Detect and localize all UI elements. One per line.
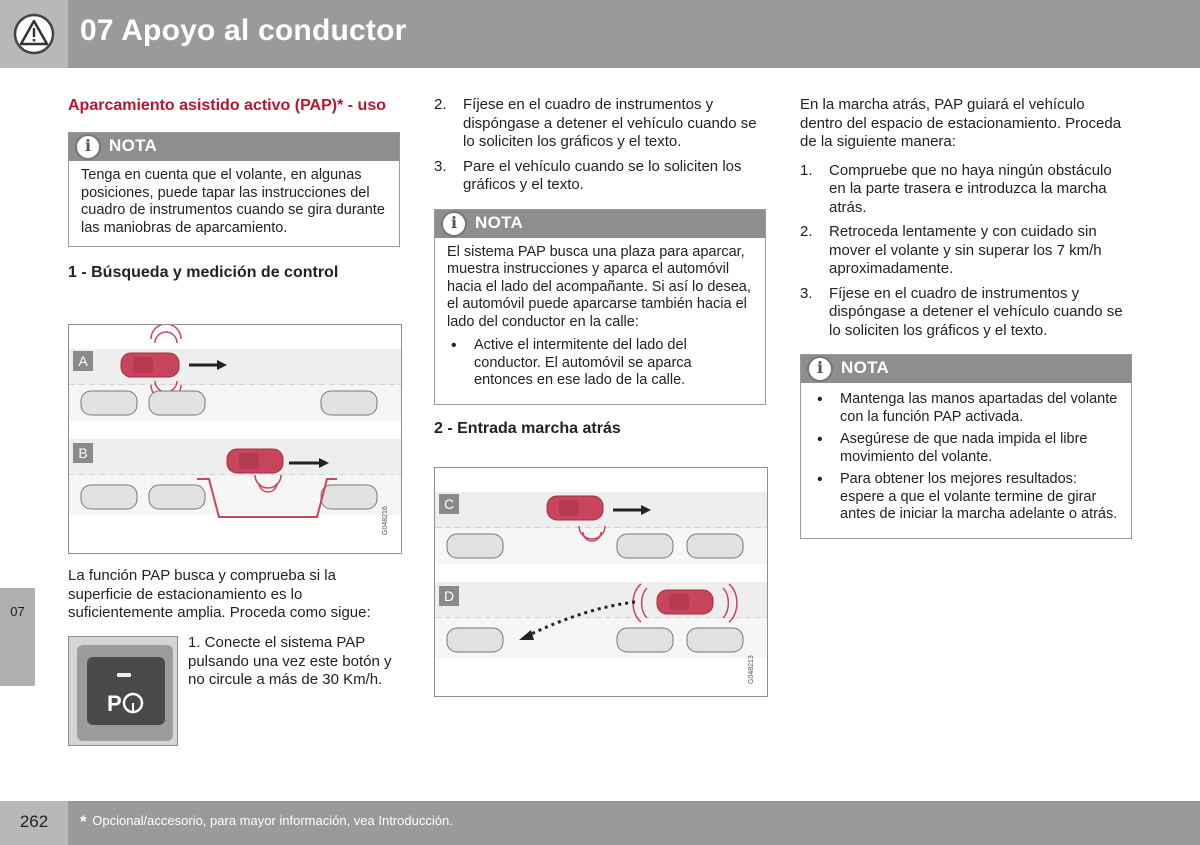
column-1-lower (68, 567, 393, 623)
pap-button-photo (68, 636, 178, 746)
info-icon (75, 134, 101, 160)
subheading-search: 1 - Búsqueda y medición de control (68, 264, 339, 281)
list-item: 3. Fíjese en el cuadro de instrumentos y dispóngase a detener el vehículo cuando se lo soliciten los gráficos y el texto. (800, 284, 1123, 339)
note-text: Tenga en cuenta que el volante, en algunas posiciones, puede tapar las instrucciones del cuadro de instrumentos cuando se gira durante las maniobras de aparcamiento. (81, 167, 385, 236)
chapter-tab-label: 07 (10, 604, 25, 619)
parking-search-illustration (69, 325, 401, 553)
footer-note (80, 812, 453, 832)
column-2 (434, 96, 766, 439)
page-title: 07 Apoyo al conductor (80, 14, 407, 47)
panel-a-label: A (78, 353, 88, 369)
note-bullets (447, 337, 754, 390)
panel-d-label: D (443, 588, 455, 604)
note-header (801, 355, 1131, 383)
figure-code: G048216 (382, 506, 389, 535)
list-item: • Asegúrese de que nada impida el libre movimiento del volante. (813, 431, 1120, 466)
column-1 (68, 96, 400, 283)
list-item: • Para obtener los mejores resultados: espere a que el volante termine de girar antes de iniciar la marcha adelante o atrás. (813, 471, 1120, 524)
note-label: NOTA (475, 212, 524, 232)
steps-list-3 (800, 162, 1132, 341)
list-item: • Active el intermitente del lado del conductor. El automóvil se aparca entonces en ese lado de la calle. (447, 337, 754, 390)
paragraph-reverse-intro: En la marcha atrás, PAP guiará el vehículo dentro del espacio de estacionamiento. Proceda de la siguiente manera: (800, 96, 1122, 150)
note-bullets (813, 391, 1120, 524)
page-number: 262 (19, 812, 49, 831)
header-corner (0, 0, 68, 68)
section-heading: Aparcamiento asistido activo (PAP)* - uso (68, 97, 386, 114)
note-box-3 (800, 354, 1132, 539)
figure-reverse-entry (434, 467, 768, 697)
note-label: NOTA (109, 136, 158, 155)
steps-list-2 (434, 96, 766, 195)
asterisk: * (80, 812, 87, 831)
list-item: 1. Compruebe que no haya ningún obstáculo en la parte trasera e introduzca la marcha atrás. (800, 161, 1112, 216)
list-item: 2. Retroceda lentamente y con cuidado sin mover el volante y sin superar los 7 km/h aproximadamente. (800, 223, 1102, 277)
list-item: 3. Pare el vehículo cuando se lo soliciten los gráficos y el texto. (434, 157, 742, 193)
info-icon (807, 356, 833, 382)
step-1-text: 1. Conecte el sistema PAP pulsando una vez este botón y no circule a más de 30 Km/h. (188, 634, 392, 688)
note-header (435, 210, 765, 238)
info-icon (441, 211, 467, 237)
note-header (69, 133, 399, 161)
subheading-reverse: 2 - Entrada marcha atrás (434, 419, 621, 437)
pap-button-illustration (69, 637, 177, 745)
warning-triangle-icon (13, 13, 55, 55)
footer-note-text: Opcional/accesorio, para mayor información, vea Introducción. (92, 813, 453, 828)
column-3 (800, 96, 1132, 539)
figure-search-measure (68, 324, 402, 554)
note-box-1 (68, 132, 400, 247)
paragraph-intro: La función PAP busca y comprueba si la superficie de estacionamiento es lo suficientemente amplia. Proceda como sigue: (68, 567, 371, 621)
panel-c-label: C (443, 496, 455, 512)
svg-text:P: P (107, 691, 122, 716)
step1-block (188, 634, 400, 690)
note-text: El sistema PAP busca una plaza para aparcar, muestra instrucciones y aparca el automóvil hacia el lado del acompañante. Si así lo desea, el automóvil puede aparcarse también hacia el lado del conductor en la calle: (447, 243, 751, 330)
figure-code: G048213 (748, 655, 755, 684)
note-label: NOTA (841, 358, 890, 377)
list-item: • Mantenga las manos apartadas del volante con la función PAP activada. (813, 391, 1120, 426)
note-box-2 (434, 209, 766, 405)
list-item: 2. Fíjese en el cuadro de instrumentos y dispóngase a detener el vehículo cuando se lo soliciten los gráficos y el texto. (434, 96, 757, 150)
reverse-entry-illustration (435, 468, 767, 696)
chapter-tab (0, 588, 35, 686)
panel-b-label: B (78, 445, 88, 461)
